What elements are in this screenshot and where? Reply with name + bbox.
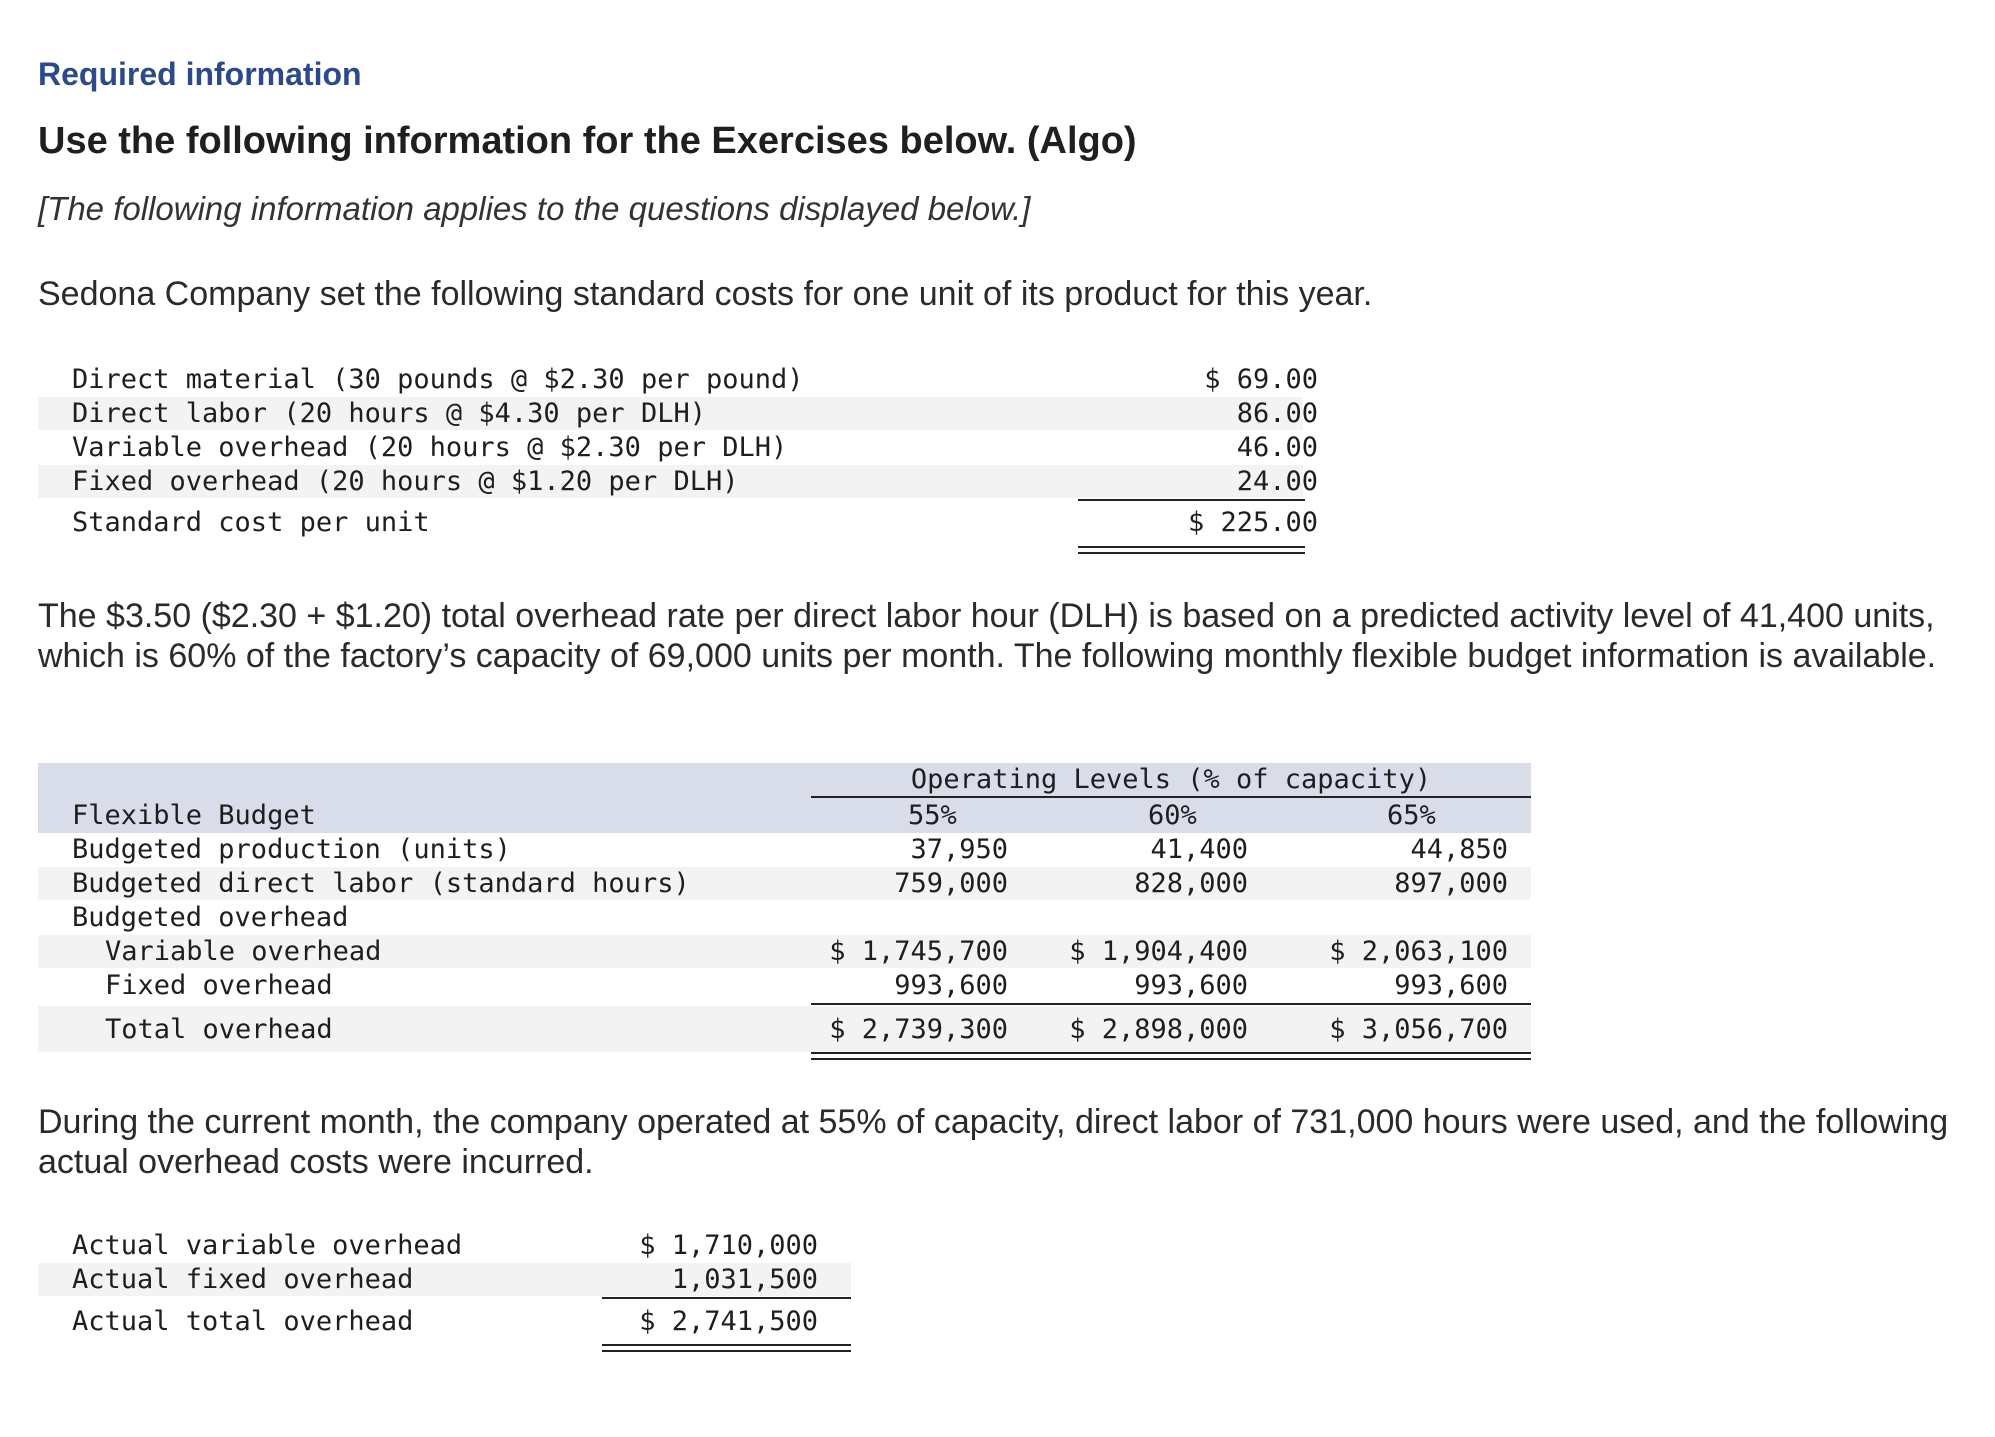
row-value: 24.00 xyxy=(1236,466,1318,497)
total-55: $ 2,739,300 xyxy=(829,1014,1008,1045)
total-value: $ 2,741,500 xyxy=(639,1306,818,1337)
overhead-paragraph xyxy=(38,596,1958,676)
value-60: $ 1,904,400 xyxy=(1069,936,1248,967)
value-60: 993,600 xyxy=(1134,970,1248,1001)
total-label: Standard cost per unit xyxy=(72,507,430,538)
value-65: 44,850 xyxy=(1410,834,1508,865)
total-value: $ 225.00 xyxy=(1187,507,1318,538)
exercise-heading: Use the following information for the Exercises below. (Algo) xyxy=(38,120,1137,162)
row-label: Direct material (30 pounds @ $2.30 per pound) xyxy=(72,364,804,395)
subtotal-rule xyxy=(811,1003,1531,1005)
table-row xyxy=(38,397,1318,430)
value-55: 759,000 xyxy=(894,868,1008,899)
row-label: Variable overhead xyxy=(105,936,382,967)
subtotal-rule xyxy=(1078,499,1305,501)
total-row xyxy=(38,506,1318,539)
total-double-rule xyxy=(602,1344,851,1352)
operating-levels-header: Operating Levels (% of capacity) xyxy=(910,764,1432,795)
row-value: $ 1,710,000 xyxy=(639,1230,818,1261)
flexible-budget-title: Flexible Budget xyxy=(72,800,316,831)
row-label: Direct labor (20 hours @ $4.30 per DLH) xyxy=(72,398,706,429)
row-label: Budgeted direct labor (standard hours) xyxy=(72,868,690,899)
overhead-text: The $3.50 ($2.30 + $1.20) total overhead rate per direct labor hour (DLH) is based on a predicted activity level of 41,400 units, which is 60% of the factory’s capacity of 69,000 units per month. The following monthly flexible budget information is available. xyxy=(38,597,1937,675)
value-60: 828,000 xyxy=(1134,868,1248,899)
row-label: Budgeted overhead xyxy=(72,902,349,933)
value-65: 897,000 xyxy=(1394,868,1508,899)
applies-note: [The following information applies to the questions displayed below.] xyxy=(38,190,1031,227)
row-label: Actual fixed overhead xyxy=(72,1264,414,1295)
required-information-title: Required information xyxy=(38,56,362,92)
value-55: 37,950 xyxy=(910,834,1008,865)
current-text: During the current month, the company operated at 55% of capacity, direct labor of 731,000 hours were used, and the following actual overhead costs were incurred. xyxy=(38,1103,1949,1181)
value-65: 993,600 xyxy=(1394,970,1508,1001)
level-55: 55% xyxy=(908,800,957,831)
subtotal-rule xyxy=(602,1297,851,1299)
table-row xyxy=(38,969,1531,1002)
table-row xyxy=(38,431,1318,464)
row-label: Actual variable overhead xyxy=(72,1230,463,1261)
total-65: $ 3,056,700 xyxy=(1329,1014,1508,1045)
level-65: 65% xyxy=(1387,800,1436,831)
row-label: Fixed overhead (20 hours @ $1.20 per DLH) xyxy=(72,466,739,497)
table-row xyxy=(38,867,1531,900)
total-double-rule xyxy=(811,1052,1531,1060)
row-label: Variable overhead (20 hours @ $2.30 per DLH) xyxy=(72,432,788,463)
total-label: Actual total overhead xyxy=(72,1306,414,1337)
table-row xyxy=(38,935,1531,968)
total-row xyxy=(38,1013,1531,1046)
total-label: Total overhead xyxy=(105,1014,333,1045)
table-row xyxy=(38,901,1531,934)
table-row xyxy=(38,1229,851,1262)
row-label: Fixed overhead xyxy=(105,970,333,1001)
total-row xyxy=(38,1305,851,1338)
value-55: $ 1,745,700 xyxy=(829,936,1008,967)
table-row xyxy=(38,833,1531,866)
intro-text: Sedona Company set the following standard costs for one unit of its product for this year. xyxy=(38,275,1373,313)
table-row xyxy=(38,465,1318,498)
table-row xyxy=(38,363,1318,396)
table-row xyxy=(38,1263,851,1296)
value-65: $ 2,063,100 xyxy=(1329,936,1508,967)
row-value: 46.00 xyxy=(1236,432,1318,463)
levels-row xyxy=(38,799,1531,832)
total-double-rule xyxy=(1078,546,1305,554)
intro-paragraph xyxy=(38,274,1958,314)
level-60: 60% xyxy=(1148,800,1197,831)
header-rule xyxy=(811,796,1531,798)
value-55: 993,600 xyxy=(894,970,1008,1001)
row-label: Budgeted production (units) xyxy=(72,834,511,865)
row-value: $ 69.00 xyxy=(1204,364,1318,395)
current-paragraph xyxy=(38,1102,1958,1182)
row-value: 1,031,500 xyxy=(671,1264,818,1295)
total-60: $ 2,898,000 xyxy=(1069,1014,1248,1045)
row-value: 86.00 xyxy=(1236,398,1318,429)
value-60: 41,400 xyxy=(1150,834,1248,865)
